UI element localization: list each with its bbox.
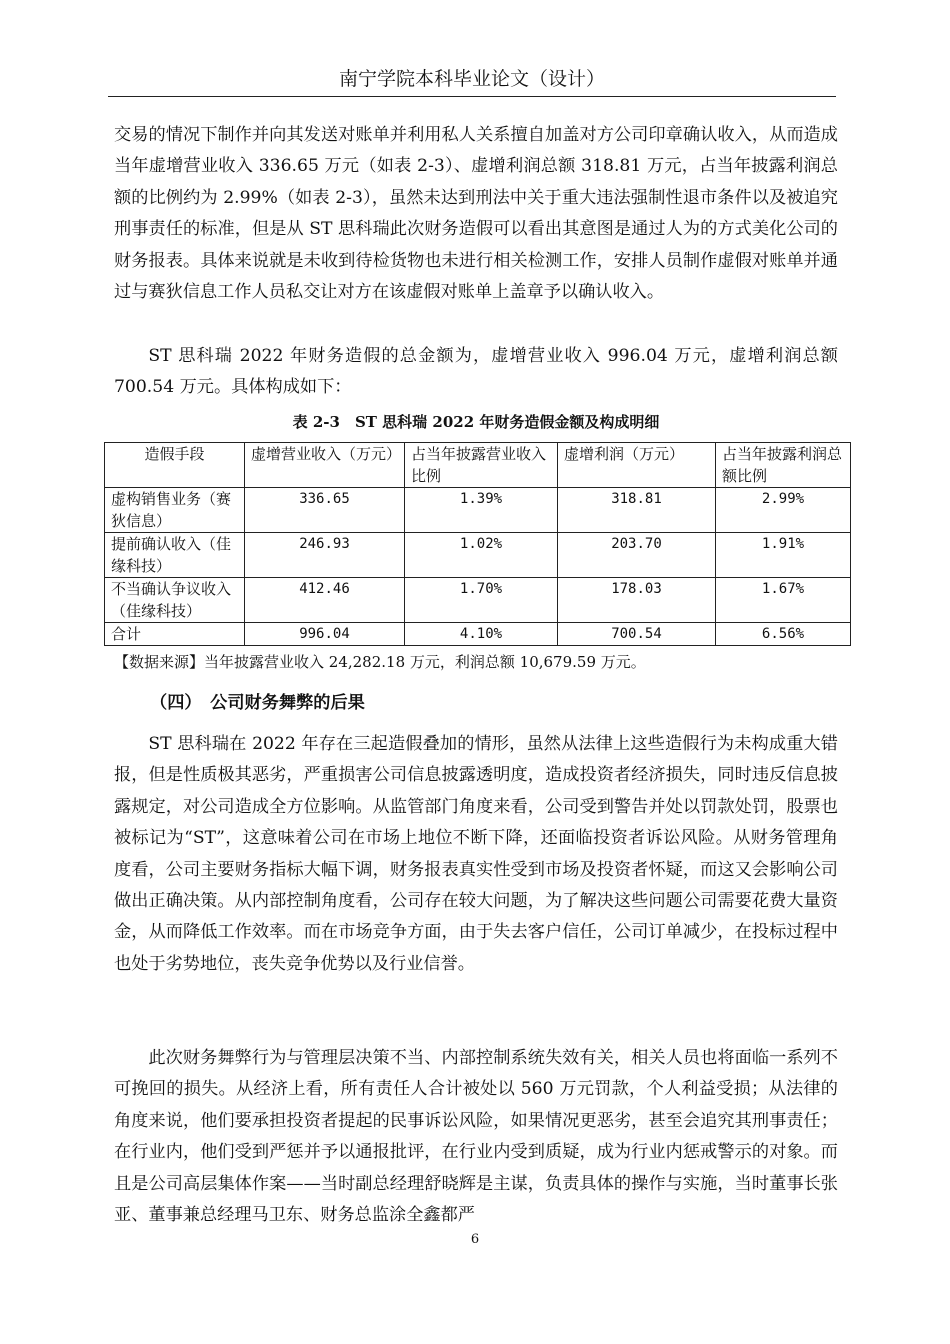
table-caption: 表 2-3 ST 思科瑞 2022 年财务造假金额及构成明细 — [292, 413, 660, 431]
table-cell-value: 4.10% — [405, 623, 558, 646]
table-cell-value: 6.56% — [716, 623, 851, 646]
page-number: 6 — [470, 1232, 480, 1247]
page-header: 南宁学院本科毕业论文（设计） — [108, 60, 836, 97]
table-cell-value: 700.54 — [558, 623, 716, 646]
table-row — [105, 578, 851, 623]
table-header-row — [105, 443, 851, 488]
table-cell-value: 336.65 — [245, 488, 405, 533]
paragraph-consequences-company — [114, 729, 838, 980]
table-cell-value: 1.02% — [405, 533, 558, 578]
table-header-cell: 占当年披露营业收入比例 — [405, 443, 558, 488]
table-cell-method: 合计 — [105, 623, 245, 646]
table-cell-value: 178.03 — [558, 578, 716, 623]
paragraph-continuation — [114, 120, 838, 308]
table-cell-value: 1.91% — [716, 533, 851, 578]
table-cell-value: 1.70% — [405, 578, 558, 623]
table-cell-method: 不当确认争议收入（佳缘科技） — [105, 578, 245, 623]
table-cell-method: 提前确认收入（佳缘科技） — [105, 533, 245, 578]
table-cell-value: 246.93 — [245, 533, 405, 578]
table-header-cell: 虚增营业收入（万元） — [245, 443, 405, 488]
table-header-cell: 虚增利润（万元） — [558, 443, 716, 488]
paragraph-text: 此次财务舞弊行为与管理层决策不当、内部控制系统失效有关，相关人员也将面临一系列不可挽回的损失。从经济上看，所有责任人合计被处以 560 万元罚款，个人利益受损；从法律的角度来说，他们要承担投资者提起的民事诉讼风险，如果情况更恶劣，甚至会追究其刑事责任；在行业内，他们受到严惩并予以通报批评，在行业内受到质疑，成为行业内惩戒警示的对象。而且是公司高层集体作案——当时副总经理舒晓辉是主谋，负责具体的操作与实施，当时董事长张亚、董事兼总经理马卫东、财务总监涂全鑫都严 — [114, 1048, 838, 1226]
table-cell-value: 318.81 — [558, 488, 716, 533]
table-cell-value: 203.70 — [558, 533, 716, 578]
table-cell-value: 412.46 — [245, 578, 405, 623]
table-cell-value: 1.67% — [716, 578, 851, 623]
table-total-row — [105, 623, 851, 646]
table-source-note: 【数据来源】当年披露营业收入 24,282.18 万元，利润总额 10,679.59 万元。 — [114, 653, 646, 671]
table-header-cell: 造假手段 — [105, 443, 245, 488]
paragraph-text: 交易的情况下制作并向其发送对账单并利用私人关系擅自加盖对方公司印章确认收入，从而造成当年虚增营业收入 336.65 万元（如表 2-3）、虚增利润总额 318.81 万元，占当年披露利润总额的比例约为 2.99%（如表 2-3），虽然未达到刑法中关于重大违法强制性退市条件以及被追究刑事责任的标准，但是从 ST 思科瑞此次财务造假可以看出其意图是通过人为的方式美化公司的财务报表。具体来说就是未收到待检货物也未进行相关检测工作，安排人员制作虚假对账单并通过与赛狄信息工作人员私交让对方在该虚假对账单上盖章予以确认收入。 — [114, 125, 838, 303]
table-cell-value: 1.39% — [405, 488, 558, 533]
table-cell-method: 虚构销售业务（赛狄信息） — [105, 488, 245, 533]
section-heading: （四） 公司财务舞弊的后果 — [150, 693, 365, 713]
table-row — [105, 488, 851, 533]
table-header-cell: 占当年披露利润总额比例 — [716, 443, 851, 488]
table-cell-value: 996.04 — [245, 623, 405, 646]
paragraph-consequences-individuals — [114, 1043, 838, 1231]
paragraph-text: ST 思科瑞在 2022 年存在三起造假叠加的情形，虽然从法律上这些造假行为未构成重大错报，但是性质极其恶劣，严重损害公司信息披露透明度，造成投资者经济损失，同时违反信息披露规定，对公司造成全方位影响。从监管部门角度来看，公司受到警告并处以罚款处罚，股票也被标记为“ST”，这意味着公司在市场上地位不断下降，还面临投资者诉讼风险。从财务管理角度看，公司主要财务指标大幅下调，财务报表真实性受到市场及投资者怀疑，而这又会影响公司做出正确决策。从内部控制角度看，公司存在较大问题，为了解决这些问题公司需要花费大量资金，从而降低工作效率。而在市场竞争方面，由于失去客户信任，公司订单减少，在投标过程中也处于劣势地位，丧失竞争优势以及行业信誉。 — [114, 734, 838, 974]
table-cell-value: 2.99% — [716, 488, 851, 533]
fraud-breakdown-table — [104, 442, 851, 646]
table-row — [105, 533, 851, 578]
paragraph-total-amount — [114, 341, 838, 404]
paragraph-text: ST 思科瑞 2022 年财务造假的总金额为，虚增营业收入 996.04 万元，虚增利润总额 700.54 万元。具体构成如下： — [114, 346, 838, 398]
